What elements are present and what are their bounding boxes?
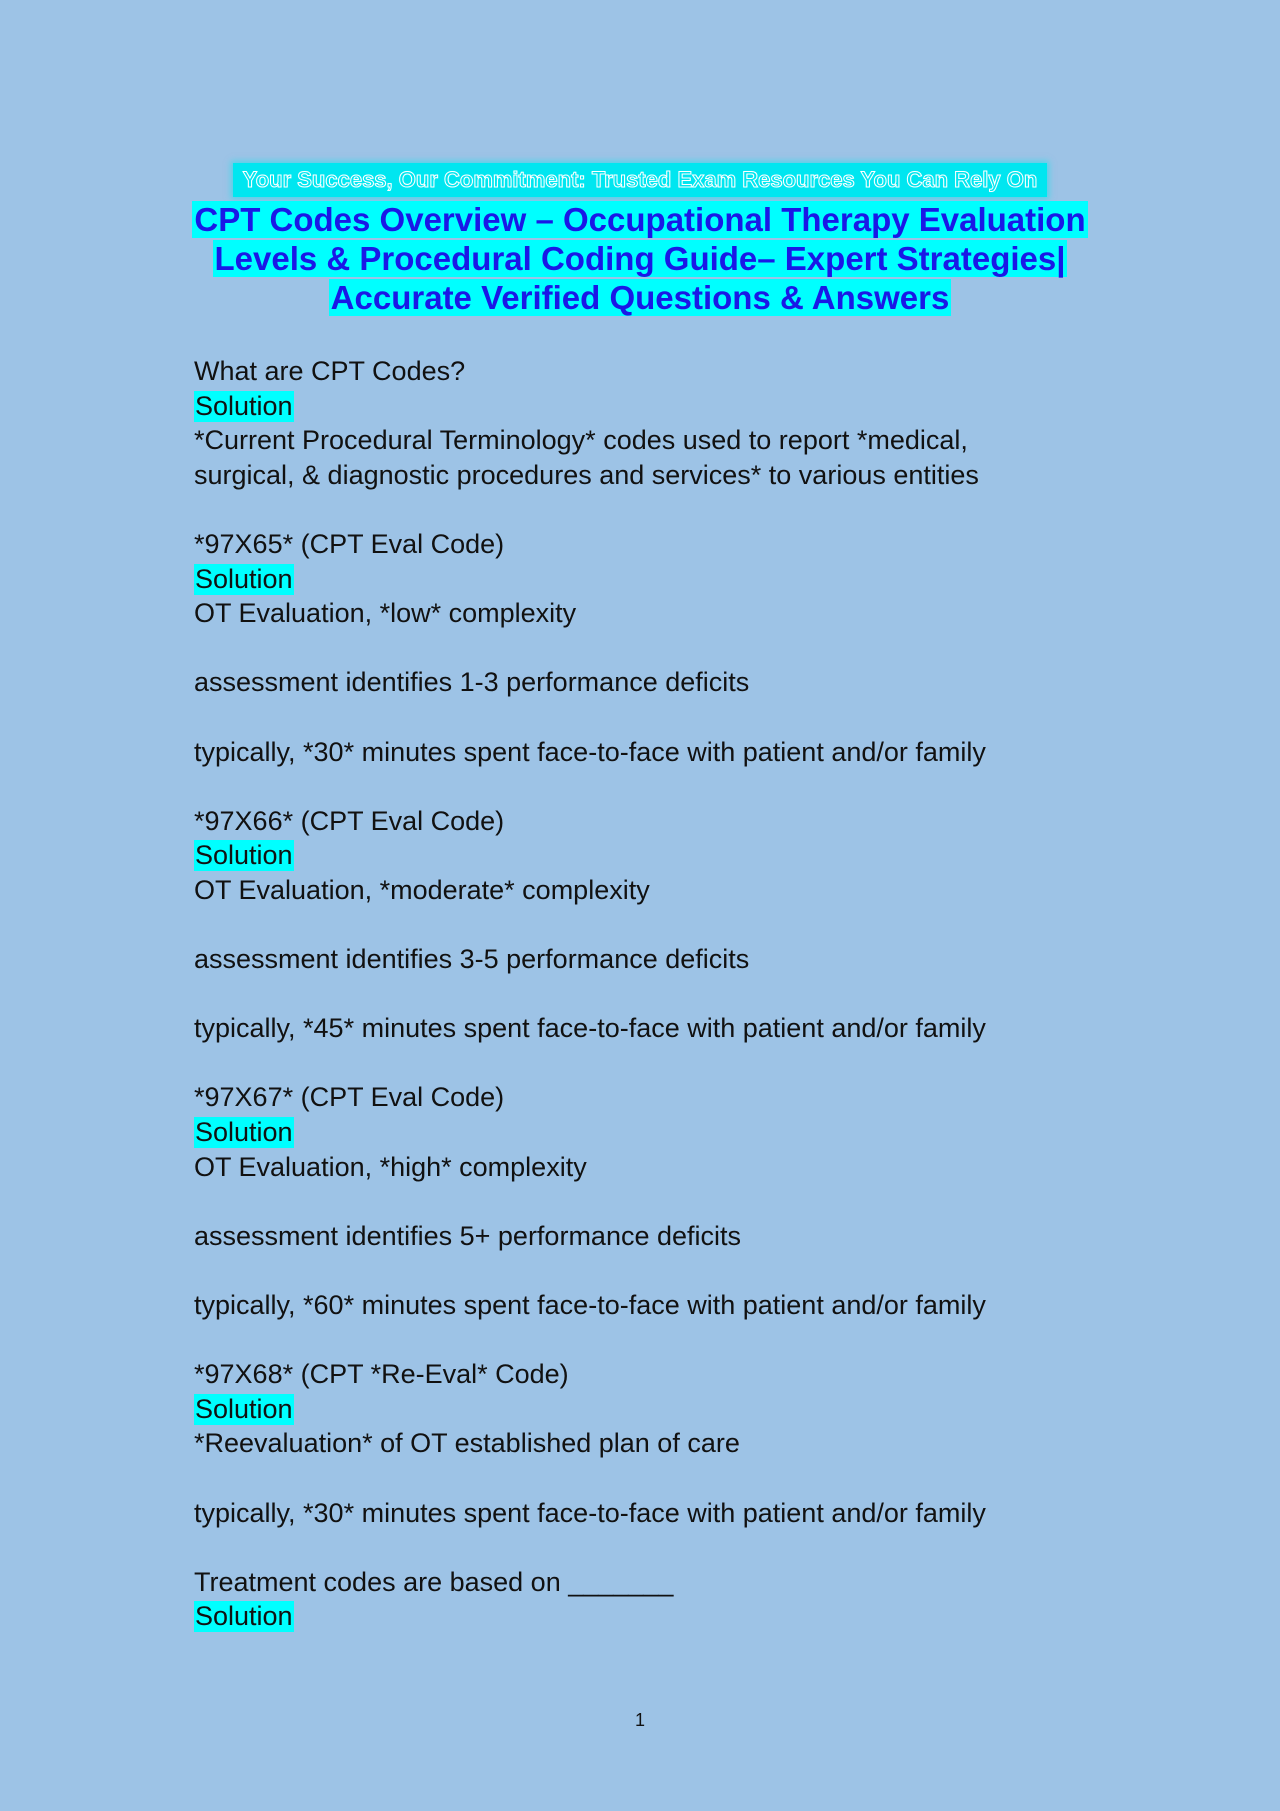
blank-line	[194, 977, 1094, 1012]
qa-item	[194, 804, 1094, 1081]
answer-text: assessment identifies 5+ performance deficits	[194, 1220, 742, 1251]
answer-text: surgical, & diagnostic procedures and services* to various entities	[194, 459, 979, 490]
question-text: What are CPT Codes?	[194, 356, 466, 386]
answer-text: assessment identifies 1-3 performance deficits	[194, 667, 750, 698]
question-text: *97X66* (CPT Eval Code)	[194, 805, 505, 836]
tagline-banner	[0, 163, 1280, 197]
blank-line	[194, 1530, 1094, 1565]
answer-text: *Reevaluation* of OT established plan of care	[194, 1428, 740, 1459]
answer-text: OT Evaluation, *high* complexity	[194, 1151, 587, 1182]
answer-text: typically, *30* minutes spent face-to-face with patient and/or family	[194, 1497, 986, 1528]
answer-text: assessment identifies 3-5 performance deficits	[194, 944, 750, 975]
blank-line	[194, 1184, 1094, 1219]
solution-line	[194, 1115, 1094, 1150]
blank-line	[194, 908, 1094, 943]
solution-label: Solution	[195, 1117, 293, 1148]
qa-item	[194, 1080, 1094, 1357]
answer-text: typically, *60* minutes spent face-to-face with patient and/or family	[194, 1290, 986, 1321]
solution-line	[194, 389, 1094, 424]
blank-line	[194, 492, 1094, 527]
blank-line	[194, 700, 1094, 735]
question-text: Treatment codes are based on _______	[194, 1566, 674, 1597]
qa-item	[194, 1565, 1094, 1634]
blank-line	[194, 769, 1094, 804]
solution-line	[194, 1599, 1094, 1634]
qa-item	[194, 527, 1094, 804]
blank-line	[194, 1323, 1094, 1358]
solution-label: Solution	[195, 840, 293, 871]
solution-line	[194, 1392, 1094, 1427]
qa-content	[194, 354, 1094, 1634]
blank-line	[194, 1461, 1094, 1496]
document-title-text: CPT Codes Overview – Occupational Therapy Evaluation Levels & Procedural Coding Guide– Expert Strategies| Accurate Verified Questions & Answers	[194, 201, 1086, 316]
qa-item	[194, 1357, 1094, 1565]
blank-line	[194, 1253, 1094, 1288]
question-text: *97X67* (CPT Eval Code)	[194, 1082, 505, 1113]
blank-line	[194, 631, 1094, 666]
solution-label: Solution	[195, 390, 293, 421]
answer-text: OT Evaluation, *low* complexity	[194, 598, 577, 629]
answer-text: typically, *45* minutes spent face-to-face with patient and/or family	[194, 1013, 986, 1044]
solution-label: Solution	[195, 563, 293, 594]
question-text: *97X68* (CPT *Re-Eval* Code)	[194, 1359, 569, 1390]
answer-text: *Current Procedural Terminology* codes used to report *medical,	[194, 425, 968, 456]
question-text: *97X65* (CPT Eval Code)	[194, 528, 505, 559]
tagline-text: Your Success, Our Commitment: Trusted Exam Resources You Can Rely On	[233, 163, 1048, 197]
solution-label: Solution	[195, 1601, 293, 1632]
answer-text: typically, *30* minutes spent face-to-face with patient and/or family	[194, 736, 986, 767]
solution-label: Solution	[195, 1393, 293, 1424]
answer-text: OT Evaluation, *moderate* complexity	[194, 874, 650, 905]
solution-line	[194, 838, 1094, 873]
document-title	[180, 200, 1100, 317]
qa-item	[194, 354, 1094, 527]
blank-line	[194, 1046, 1094, 1081]
solution-line	[194, 562, 1094, 597]
page-number: 1	[634, 1710, 645, 1730]
